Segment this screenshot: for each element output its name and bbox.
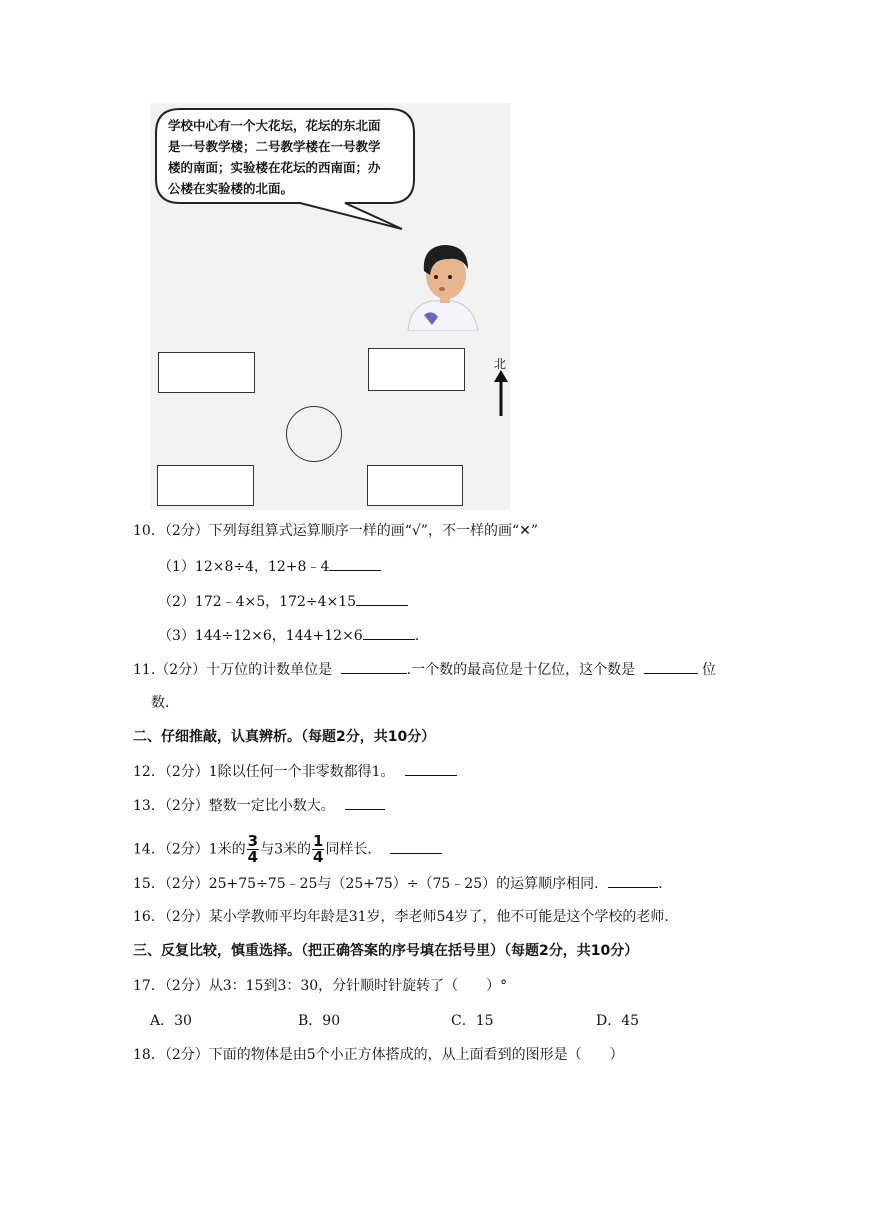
q14-text-c: 同样长． <box>325 841 382 858</box>
question-13 <box>133 795 385 816</box>
answer-blank[interactable] <box>329 556 381 571</box>
q15-tail: . <box>658 876 663 892</box>
question-16: 16．（2分）某小学教师平均年龄是31岁，李老师54岁了，他不可能是这个学校的老师. <box>133 909 669 925</box>
building-box-southeast <box>367 465 463 506</box>
q15-text: 15．（2分）25+75÷75﹣25与（25+75）÷（75﹣25）的运算顺序相同． <box>133 876 609 892</box>
item-tail: . <box>414 628 420 644</box>
q12-text: 12．（2分）1除以任何一个非零数都得1。 <box>133 764 395 780</box>
bubble-line: 公楼在实验楼的北面。 <box>168 181 294 196</box>
section-2-title: 二、仔细推敲，认真辨析。（每题2分，共10分） <box>133 729 436 745</box>
child-image <box>402 233 482 331</box>
answer-blank[interactable] <box>608 873 658 888</box>
option-d[interactable]: D．45 <box>596 1013 640 1029</box>
q14-text-b: 与3米的 <box>260 841 311 858</box>
north-label: 北 <box>494 357 507 371</box>
bubble-line: 是一号教学楼；二号教学楼在一号教学 <box>168 139 381 154</box>
building-box-northeast <box>368 348 465 391</box>
q14-text-a: 14．（2分）1米的 <box>133 841 246 858</box>
north-arrow-icon <box>491 370 511 416</box>
bubble-line: 学校中心有一个大花坛，花坛的东北面 <box>168 118 381 133</box>
answer-blank[interactable] <box>405 761 457 776</box>
question-11 <box>133 659 716 680</box>
question-10-item-2 <box>158 591 408 612</box>
question-17: 17．（2分）从3：15到3：30，分针顺时针旋转了（ ）° <box>133 978 508 994</box>
item-text: （2）172﹣4×5，172÷4×15 <box>158 594 357 610</box>
answer-blank[interactable] <box>356 591 408 606</box>
q13-text: 13．（2分）整数一定比小数大。 <box>133 798 335 814</box>
option-c[interactable]: C．15 <box>451 1013 494 1029</box>
flower-bed-circle <box>286 406 342 462</box>
fraction-three-quarters: $\frac{3}{4}$ <box>247 832 259 866</box>
fraction-one-quarter: $\frac{1}{4}$ <box>313 832 324 866</box>
building-box-northwest <box>158 352 255 393</box>
question-11-line2: 数. <box>151 695 170 711</box>
speech-bubble-text <box>168 115 408 199</box>
answer-blank[interactable] <box>363 625 415 640</box>
q11-part3: 位 <box>701 662 716 678</box>
bubble-line: 楼的南面；实验楼在花坛的西南面；办 <box>168 160 381 175</box>
q11-part2: .一个数的最高位是十亿位，这个数是 <box>406 662 636 678</box>
question-15 <box>133 873 663 894</box>
item-text: （1）12×8÷4，12+8﹣4 <box>158 559 330 575</box>
map-figure <box>150 103 510 510</box>
question-18: 18．（2分）下面的物体是由5个小正方体搭成的，从上面看到的图形是（ ） <box>133 1047 624 1063</box>
question-10-item-3 <box>158 625 419 646</box>
item-text: （3）144÷12×6，144+12×6 <box>158 628 363 644</box>
option-a[interactable]: A．30 <box>150 1013 192 1029</box>
question-14 <box>133 834 442 865</box>
question-12 <box>133 761 457 782</box>
building-box-southwest <box>157 465 254 506</box>
answer-blank[interactable] <box>341 659 407 674</box>
question-10-item-1 <box>158 556 381 577</box>
answer-blank[interactable] <box>390 839 442 854</box>
section-3-title: 三、反复比较，慎重选择。（把正确答案的序号填在括号里）（每题2分，共10分） <box>133 943 639 959</box>
q11-part1: 11.（2分）十万位的计数单位是 <box>133 662 333 678</box>
question-10-stem: 10．（2分）下列每组算式运算顺序一样的画“√”，不一样的画“✕” <box>133 523 539 539</box>
answer-blank[interactable] <box>644 659 698 674</box>
option-b[interactable]: B．90 <box>298 1013 341 1029</box>
answer-blank[interactable] <box>345 795 385 810</box>
